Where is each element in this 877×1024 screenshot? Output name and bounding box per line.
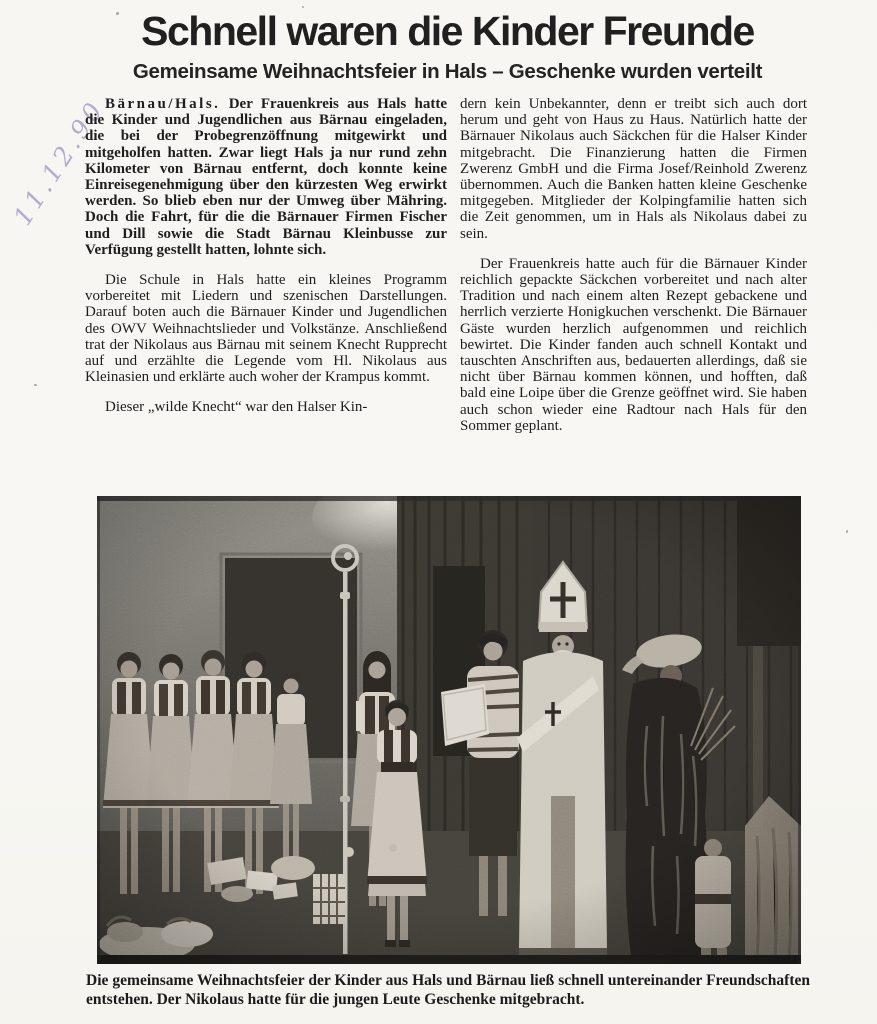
film-grain <box>97 496 801 964</box>
article-subtitle: Gemeinsame Weihnachtsfeier in Hals – Geschenke wurden verteilt <box>132 60 763 84</box>
lead-paragraph <box>85 96 447 258</box>
paragraph: Dieser „wilde Knecht“ war den Halser Kin- <box>105 399 368 416</box>
scan-speck <box>34 384 37 386</box>
masthead <box>85 10 810 84</box>
photo-scene <box>97 496 801 964</box>
right-column <box>460 96 807 448</box>
scan-speck <box>846 530 848 533</box>
article-photo <box>97 496 801 964</box>
photo-caption: Die gemeinsame Weihnachtsfeier der Kinder aus Hals und Bärnau ließ schnell untereinander Freundschaften entstehen. Der Nikolaus hatte für die jungen Leute Geschenke mitgebracht. <box>86 972 810 1008</box>
paragraph: Der Frauenkreis hatte auch für die Bärnauer Kinder reichlich gepackte Säckchen vorbereitet und nach alter Tradition und nach einem alten Rezept gebackene und herrlich verzierte Honigkuchen verschenkt. Die Bärnauer Gäste wurden herzlich aufgenommen und reichlich bewirtet. Die Kinder fanden auch schnell Kontakt und tauschten Anschriften aus, bedauerten allerdings, daß sie nicht über Bärnau kommen können, und hofften, daß bald eine Loipe über die Grenze geöffnet wird. Sie haben auch schon wieder eine Radtour nach Hals für den Sommer geplant. <box>460 255 807 434</box>
article-body <box>85 96 807 448</box>
article-title: Schnell waren die Kinder Freunde <box>141 8 754 54</box>
paragraph-continuation: dern kein Unbekannter, denn er treibt sich auch dort herum und geht von Haus zu Haus. Natürlich hatte der Bärnauer Nikolaus auch Säckchen für die Halser Kinder mitgebracht. Die Finanzierung hatten die Firmen Zwerenz GmbH und die Firma Josef/Reinhold Zwerenz übernommen. Auch die Banken hatten kleine Geschenke mitgegeben. Mitglieder der Kolpingfamilie hatten sich die Zeit genommen, um in Hals als Nikolaus dabei zu sein. <box>460 96 807 242</box>
paragraph: Die Schule in Hals hatte ein kleines Programm vorbereitet mit Liedern und szenischen Darstellungen. Darauf boten auch die Bärnauer Kinder und Jugendlichen des OWV Weihnachtslieder und Volkstänze. Anschließend trat der Nikolaus aus Bärnau mit seinem Knecht Rupprecht auf und erzählte die Legende vom Hl. Nikolaus aus Kleinasien und erklärte auch woher der Krampus kommt. <box>85 272 447 386</box>
left-column <box>85 96 447 448</box>
lead-text: Der Frauenkreis aus Hals hatte die Kinder und Jugendlichen aus Bärnau eingeladen, die bei der Probegrenzöffnung mitgewirkt und mitgeholfen hatten. Zwar liegt Hals ja nur rund zehn Kilometer von Bärnau entfernt, doch konnte keine Einreisegenehmigung über den kürzesten Weg erwirkt werden. So blieb eben nur der Umweg über Mähring. Doch die Fahrt, für die die Bärnauer Firmen Fischer und Dill sowie die Stadt Bärnau Kleinbusse zur Verfügung gestellt hatten, lohnte sich. <box>85 96 448 258</box>
dateline: Bärnau/Hals. <box>105 96 221 112</box>
handwritten-date-note: 11.12.90 <box>7 94 111 231</box>
